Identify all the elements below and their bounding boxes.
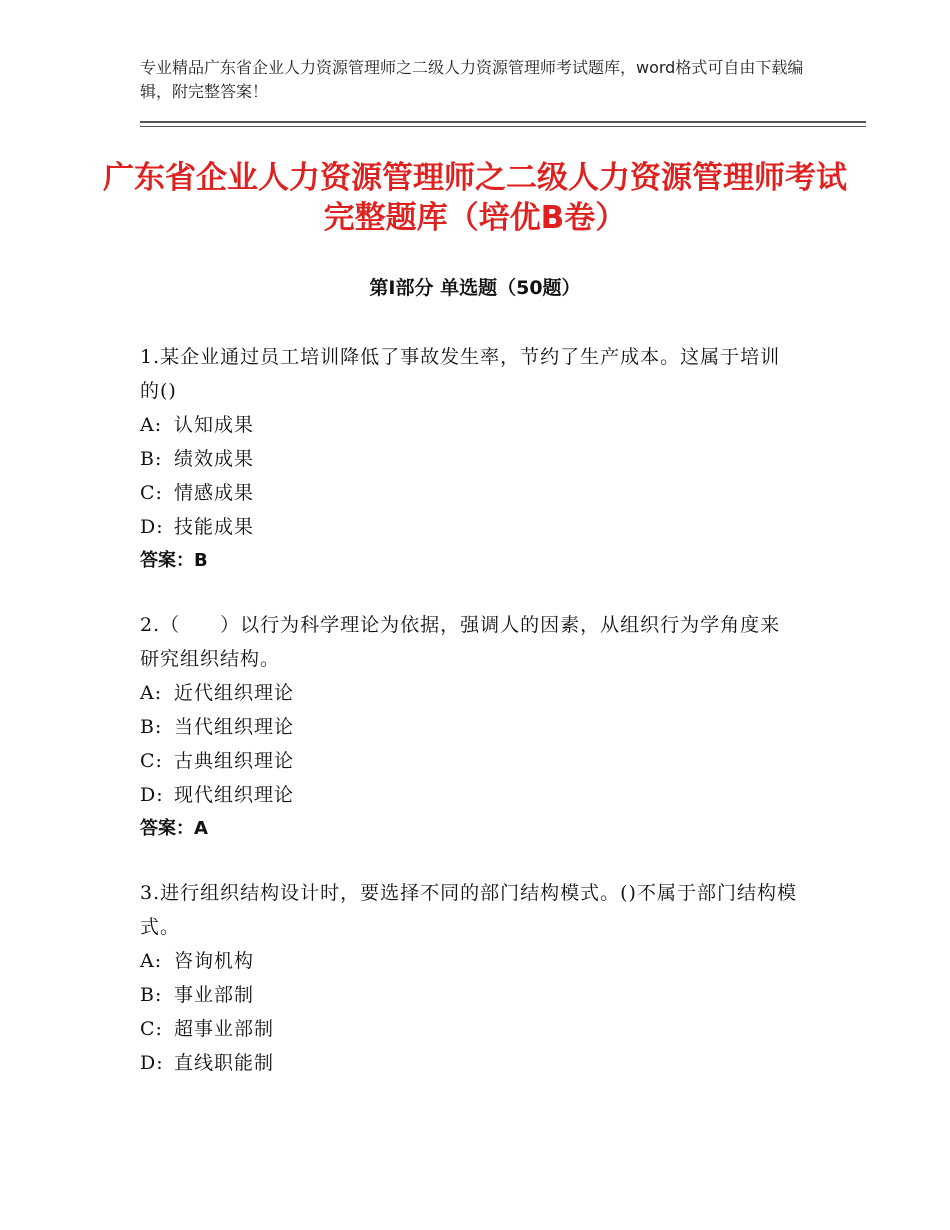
- answer-line: 答案：A: [140, 818, 208, 839]
- option-letter: D:: [140, 784, 164, 806]
- option-text: 超事业部制: [174, 1018, 275, 1040]
- option-text: 咨询机构: [174, 950, 255, 972]
- option-c: [140, 744, 800, 778]
- header-rule-thick: [140, 121, 866, 123]
- option-letter: A:: [140, 950, 163, 972]
- option-text: 绩效成果: [174, 448, 255, 470]
- option-a: [140, 676, 800, 710]
- option-letter: C:: [140, 750, 163, 772]
- option-b: [140, 442, 800, 476]
- option-text: 认知成果: [174, 414, 255, 436]
- option-text: 近代组织理论: [174, 682, 295, 704]
- option-c: [140, 1012, 800, 1046]
- option-a: [140, 408, 800, 442]
- question-3: [140, 876, 800, 1080]
- option-a: [140, 944, 800, 978]
- question-2: [140, 608, 800, 846]
- question-list: [140, 340, 800, 1110]
- option-letter: B:: [140, 716, 163, 738]
- option-text: 情感成果: [174, 482, 255, 504]
- question-text: 2.（ ）以行为科学理论为依据，强调人的因素，从组织行为学角度来研究组织结构。: [140, 614, 781, 670]
- option-letter: D:: [140, 1052, 164, 1074]
- option-text: 当代组织理论: [174, 716, 295, 738]
- document-title: 广东省企业人力资源管理师之二级人力资源管理师考试完整题库（培优B卷）: [103, 160, 847, 236]
- option-text: 现代组织理论: [174, 784, 295, 806]
- option-letter: B:: [140, 984, 163, 1006]
- answer-line: 答案：B: [140, 550, 208, 571]
- option-letter: A:: [140, 414, 163, 436]
- option-d: [140, 1046, 800, 1080]
- header-note: 专业精品广东省企业人力资源管理师之二级人力资源管理师考试题库，word格式可自由下载编辑，附完整答案！: [140, 58, 804, 101]
- question-text: 1.某企业通过员工培训降低了事故发生率，节约了生产成本。这属于培训的(): [140, 346, 781, 402]
- option-text: 古典组织理论: [174, 750, 295, 772]
- option-letter: A:: [140, 682, 163, 704]
- option-letter: C:: [140, 1018, 163, 1040]
- option-d: [140, 510, 800, 544]
- section-heading: 第Ⅰ部分 单选题（50题）: [369, 277, 581, 299]
- option-letter: D:: [140, 516, 164, 538]
- option-b: [140, 978, 800, 1012]
- option-d: [140, 778, 800, 812]
- header-rule-thin: [140, 126, 866, 127]
- option-b: [140, 710, 800, 744]
- option-text: 直线职能制: [174, 1052, 275, 1074]
- question-text: 3.进行组织结构设计时，要选择不同的部门结构模式。()不属于部门结构模式。: [140, 882, 797, 938]
- option-c: [140, 476, 800, 510]
- option-letter: B:: [140, 448, 163, 470]
- option-letter: C:: [140, 482, 163, 504]
- question-1: [140, 340, 800, 578]
- option-text: 技能成果: [174, 516, 255, 538]
- option-text: 事业部制: [174, 984, 255, 1006]
